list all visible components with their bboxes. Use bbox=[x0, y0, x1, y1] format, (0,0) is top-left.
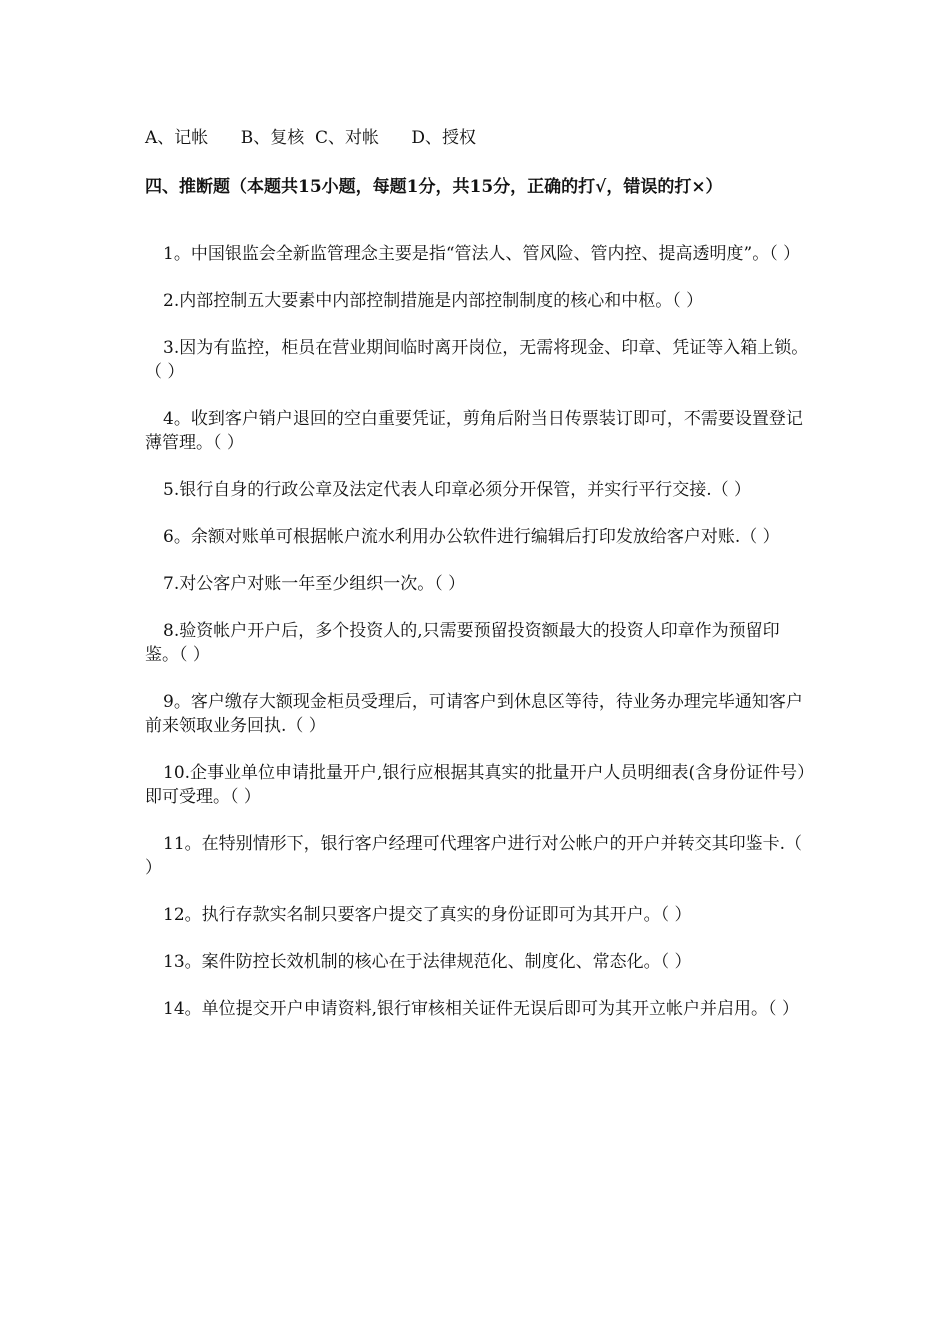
question-item: 3.因为有监控，柜员在营业期间临时离开岗位，无需将现金、印章、凭证等入箱上锁。（ ） bbox=[145, 338, 809, 382]
section-title: 四、推断题（本题共15小题，每题1分，共15分，正确的打√，错误的打×） bbox=[145, 177, 723, 197]
question-list bbox=[145, 242, 810, 1044]
answer-options-line: A、记帐 B、复核 C、对帐 D、授权 bbox=[145, 128, 477, 148]
question-item: 8.验资帐户开户后，多个投资人的,只需要预留投资额最大的投资人印章作为预留印鉴。（ ） bbox=[145, 621, 780, 665]
question-item: 13。案件防控长效机制的核心在于法律规范化、制度化、常态化。（ ） bbox=[163, 952, 692, 972]
question-item: 11。在特别情形下，银行客户经理可代理客户进行对公帐户的开户并转交其印鉴卡.（ ） bbox=[145, 834, 803, 878]
question-item: 5.银行自身的行政公章及法定代表人印章必须分开保管，并实行平行交接.（ ） bbox=[163, 480, 752, 500]
question-item: 4。收到客户销户退回的空白重要凭证，剪角后附当日传票装订即可，不需要设置登记薄管理。（ ） bbox=[145, 409, 803, 453]
question-item: 7.对公客户对账一年至少组织一次。（ ） bbox=[163, 574, 466, 594]
question-item: 2.内部控制五大要素中内部控制措施是内部控制制度的核心和中枢。（ ） bbox=[163, 291, 704, 311]
question-item: 6。余额对账单可根据帐户流水利用办公软件进行编辑后打印发放给客户对账.（ ） bbox=[163, 527, 780, 547]
question-item: 14。单位提交开户申请资料,银行审核相关证件无误后即可为其开立帐户并启用。（ ） bbox=[163, 999, 799, 1019]
question-item: 9。客户缴存大额现金柜员受理后，可请客户到休息区等待，待业务办理完毕通知客户前来领取业务回执.（ ） bbox=[145, 692, 803, 736]
question-item: 1。中国银监会全新监管理念主要是指“管法人、管风险、管内控、提高透明度”。（ ） bbox=[163, 244, 801, 264]
question-item: 10.企事业单位申请批量开户,银行应根据其真实的批量开户人员明细表(含身份证件号）即可受理。（ ） bbox=[145, 763, 806, 807]
question-item: 12。执行存款实名制只要客户提交了真实的身份证即可为其开户。（ ） bbox=[163, 905, 692, 925]
